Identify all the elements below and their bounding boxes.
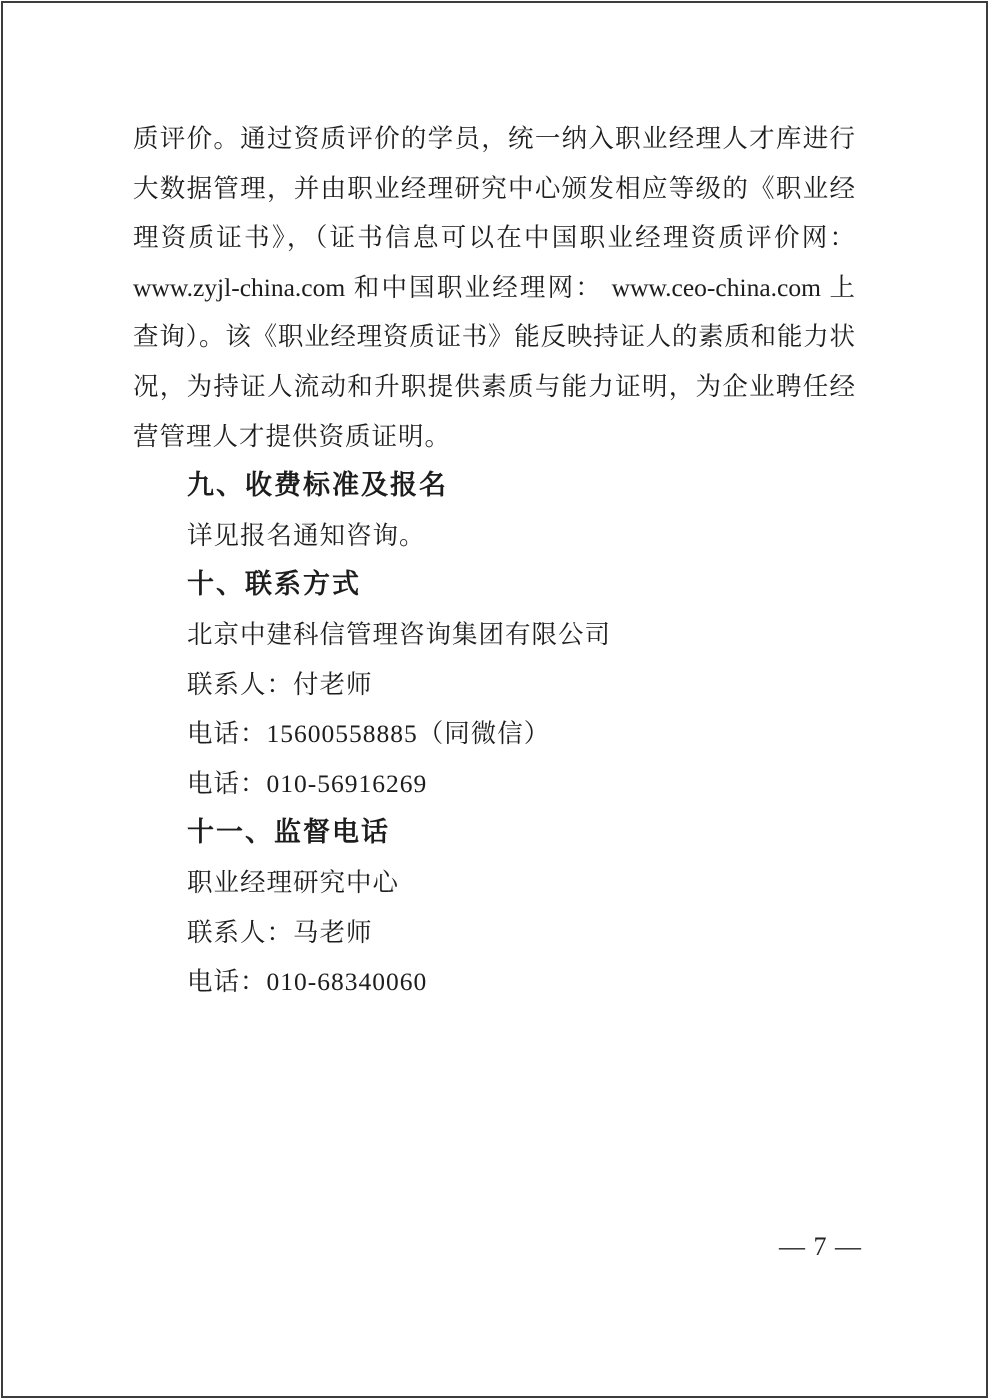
phone-landline-line: 电话：010-56916269 bbox=[187, 768, 428, 798]
contact-person-line: 联系人：付老师 bbox=[187, 669, 373, 699]
paragraph-line: 理资质证书》，（证书信息可以在中国职业经理资质评价网： bbox=[133, 223, 855, 253]
section-heading-fees: 九、收费标准及报名 bbox=[187, 470, 448, 501]
paragraph-line: 查询）。该《职业经理资质证书》能反映持证人的素质和能力状 bbox=[133, 322, 855, 352]
fees-info-line: 详见报名通知咨询。 bbox=[187, 520, 426, 550]
company-name-line: 北京中建科信管理咨询集团有限公司 bbox=[187, 619, 612, 649]
section-heading-contact: 十、联系方式 bbox=[187, 569, 361, 600]
paragraph-line: 质评价。通过资质评价的学员，统一纳入职业经理人才库进行 bbox=[133, 124, 855, 153]
document-body bbox=[133, 114, 855, 1007]
supervision-contact-line: 联系人：马老师 bbox=[187, 917, 373, 947]
paragraph-line-urls: www.zyjl-china.com 和中国职业经理网： www.ceo-china.com 上 bbox=[133, 272, 855, 302]
page-number: — 7 — bbox=[779, 1232, 862, 1261]
paragraph-line: 况，为持证人流动和升职提供素质与能力证明，为企业聘任经 bbox=[133, 371, 855, 401]
phone-mobile-line: 电话：15600558885（同微信） bbox=[187, 719, 551, 749]
section-heading-supervision: 十一、监督电话 bbox=[187, 817, 390, 848]
supervision-org-line: 职业经理研究中心 bbox=[187, 867, 400, 897]
supervision-phone-line: 电话：010-68340060 bbox=[187, 967, 428, 997]
paragraph-last-line: 营管理人才提供资质证明。 bbox=[133, 421, 452, 451]
paragraph-line: 大数据管理，并由职业经理研究中心颁发相应等级的《职业经 bbox=[133, 173, 855, 203]
